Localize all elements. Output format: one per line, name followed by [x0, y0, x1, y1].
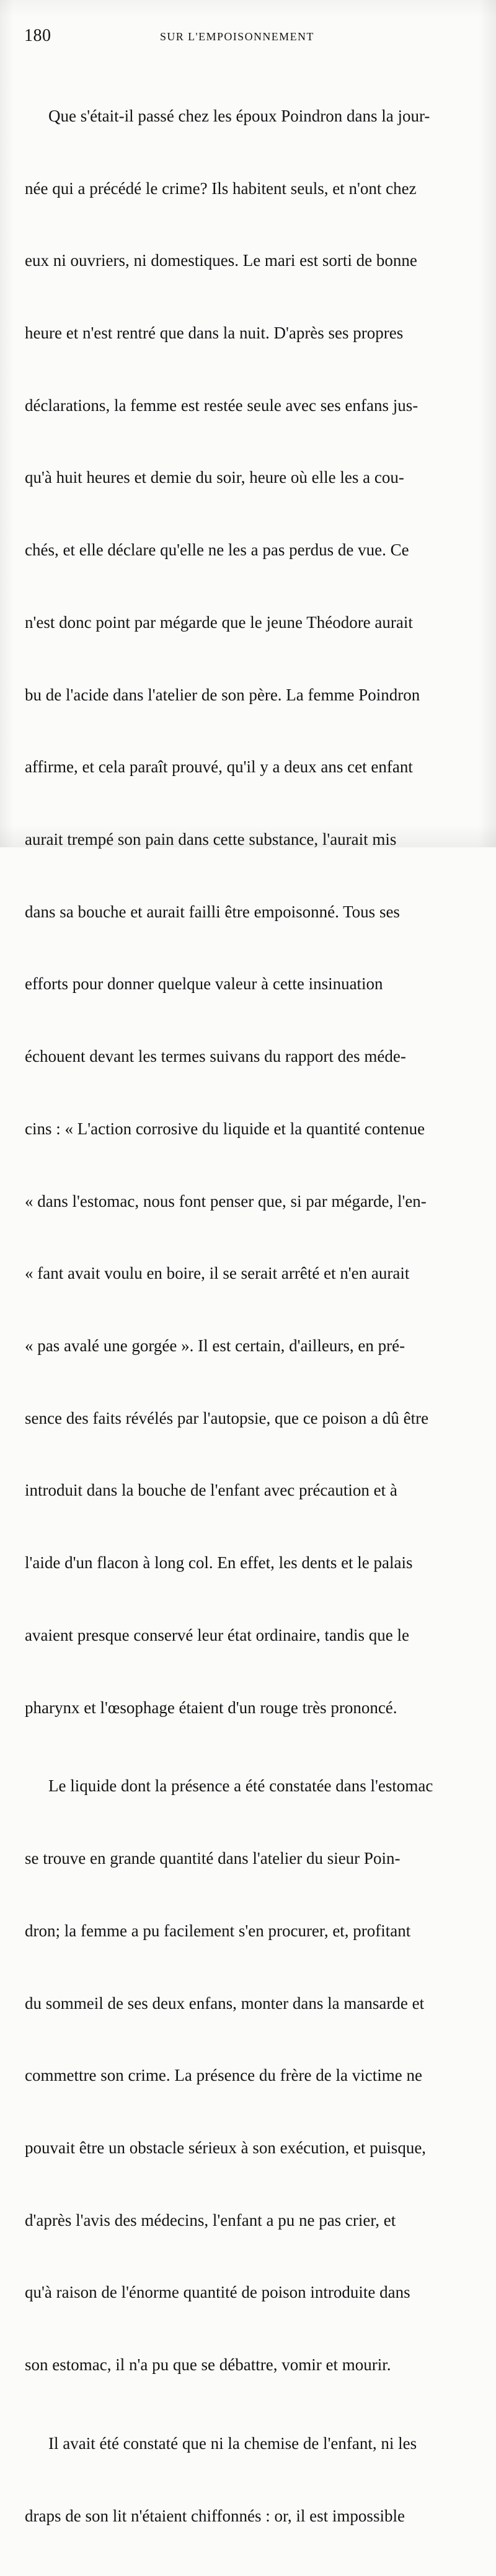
text-line: née qui a précédé le crime? Ils habitent seuls, et n'ont chez: [25, 179, 417, 198]
text-line: l'aide d'un flacon à long col. En effet, les dents et le palais: [25, 1553, 413, 1573]
text-line: « fant avait voulu en boire, il se serait arrêté et n'en aurait: [25, 1264, 410, 1283]
text-line: dron; la femme a pu facilement s'en procurer, et, profitant: [25, 1921, 411, 1940]
page-header: [24, 27, 474, 48]
text-line: Le liquide dont la présence a été constatée dans l'estomac: [48, 1776, 433, 1796]
page-number: 180: [24, 26, 51, 45]
text-line: n'est donc point par mégarde que le jeune Théodore aurait: [25, 612, 413, 632]
text-line: avaient presque conservé leur état ordinaire, tandis que le: [25, 1625, 409, 1644]
text-line: échouent devant les termes suivans du rapport des méde-: [25, 1047, 406, 1066]
page-text: [25, 56, 474, 2576]
text-line: aurait trempé son pain dans cette substance, l'aurait mis: [25, 830, 397, 849]
text-line: efforts pour donner quelque valeur à cette insinuation: [25, 974, 383, 994]
text-line: se trouve en grande quantité dans l'atelier du sieur Poin-: [25, 1849, 401, 1868]
running-title: SUR L'EMPOISONNEMENT: [160, 30, 314, 43]
text-line: « dans l'estomac, nous font penser que, si par mégarde, l'en-: [25, 1191, 427, 1211]
text-line: dans sa bouche et aurait failli être empoisonné. Tous ses: [25, 902, 400, 921]
text-line: heure et n'est rentré que dans la nuit. D'après ses propres: [25, 323, 404, 342]
text-line: pouvait être un obstacle sérieux à son exécution, et puisque,: [25, 2138, 427, 2157]
text-line: eux ni ouvriers, ni domestiques. Le mari est sorti de bonne: [25, 251, 417, 270]
text-line: chés, et elle déclare qu'elle ne les a pas perdus de vue. Ce: [25, 540, 409, 560]
text-line: pharynx et l'œsophage étaient d'un rouge très prononcé.: [25, 1698, 397, 1717]
text-line: bu de l'acide dans l'atelier de son père. La femme Poindron: [25, 685, 420, 704]
text-line: commettre son crime. La présence du frère de la victime ne: [25, 2066, 422, 2085]
text-line: Il avait été constaté que ni la chemise de l'enfant, ni les: [48, 2433, 417, 2453]
text-line: son estomac, il n'a pu que se débattre, vomir et mourir.: [25, 2355, 391, 2375]
text-line: « pas avalé une gorgée ». Il est certain, d'ailleurs, en pré-: [25, 1336, 405, 1356]
text-line: du sommeil de ses deux enfans, monter dans la mansarde et: [25, 1993, 425, 2013]
text-line: d'après l'avis des médecins, l'enfant a pu ne pas crier, et: [25, 2210, 396, 2230]
text-line: Que s'était-il passé chez les époux Poindron dans la jour-: [48, 106, 430, 125]
text-line: cins : « L'action corrosive du liquide et la quantité contenue: [25, 1119, 425, 1138]
text-line: qu'à huit heures et demie du soir, heure où elle les a cou-: [25, 468, 404, 487]
text-line: draps de son lit n'étaient chiffonnés : or, il est impossible: [25, 2506, 405, 2525]
text-line: sence des faits révélés par l'autopsie, que ce poison a dû être: [25, 1408, 429, 1427]
text-line: qu'à raison de l'énorme quantité de poison introduite dans: [25, 2283, 410, 2302]
text-line: déclarations, la femme est restée seule avec ses enfans jus-: [25, 395, 418, 415]
text-line: affirme, et cela paraît prouvé, qu'il y a deux ans cet enfant: [25, 757, 413, 777]
text-line: introduit dans la bouche de l'enfant avec précaution et à: [25, 1481, 397, 1500]
